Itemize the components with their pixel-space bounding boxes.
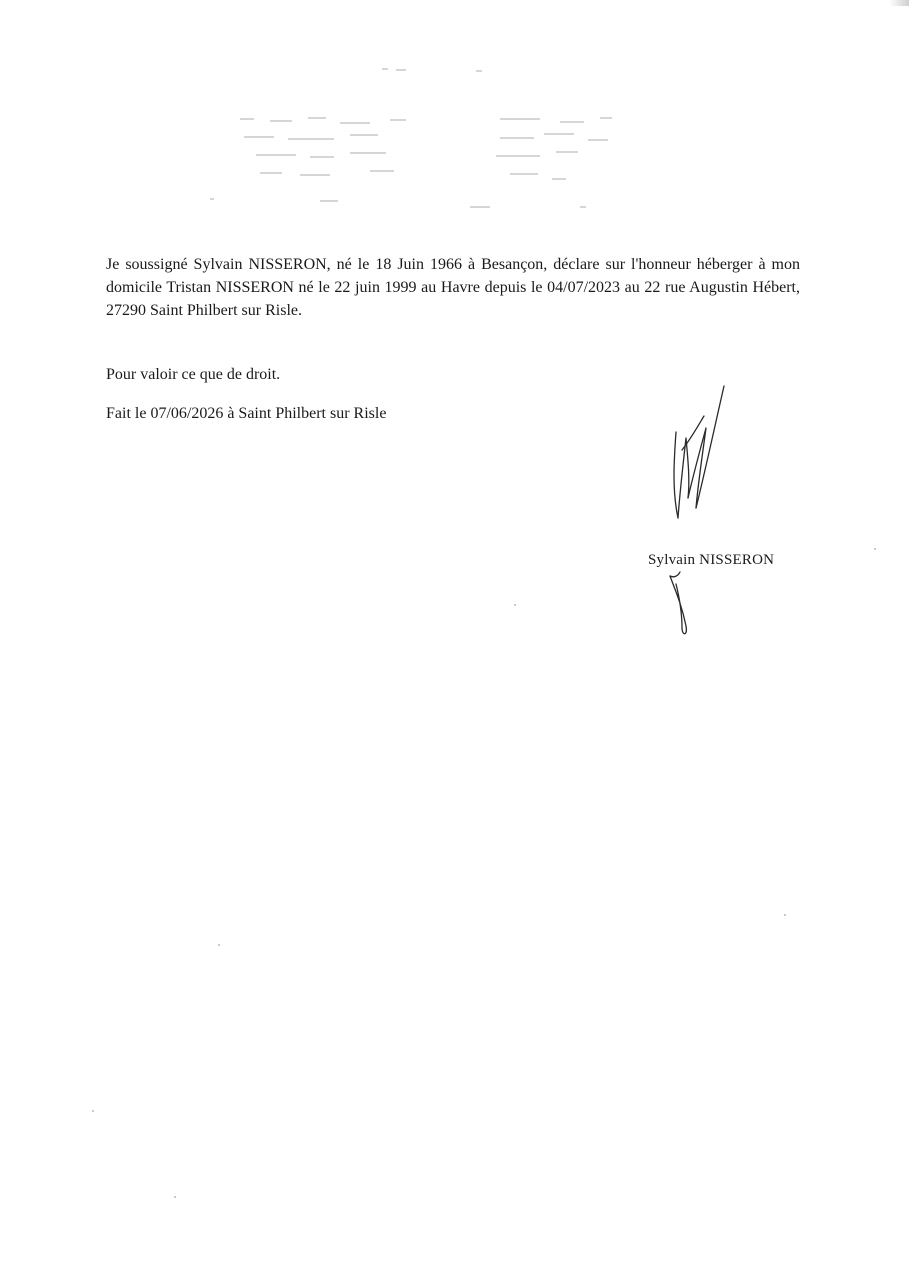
scan-edge-shadow — [889, 0, 909, 6]
scan-dust — [784, 914, 786, 916]
declaration-body: Je soussigné Sylvain NISSERON, né le 18 Juin 1966 à Besançon, déclare sur l'honneur héberger à mon domicile Tristan NISSERON né le 22 juin 1999 au Havre depuis le 04/07/2023 au 22 rue Augustin Hébert, 27290 Saint Philbert sur Risle. — [106, 256, 800, 319]
scan-dust — [218, 944, 220, 946]
scan-dust — [874, 548, 876, 550]
signer-name: Sylvain NISSERON — [648, 552, 775, 568]
handwritten-signature — [640, 380, 750, 640]
scan-dust — [514, 604, 516, 606]
faded-letterhead-smudge — [200, 60, 720, 220]
closing-formula: Pour valoir ce que de droit. — [106, 366, 281, 383]
scan-dust — [92, 1110, 94, 1112]
scan-dust — [174, 1196, 176, 1198]
place-and-date: Fait le 07/06/2026 à Saint Philbert sur Risle — [106, 405, 387, 422]
